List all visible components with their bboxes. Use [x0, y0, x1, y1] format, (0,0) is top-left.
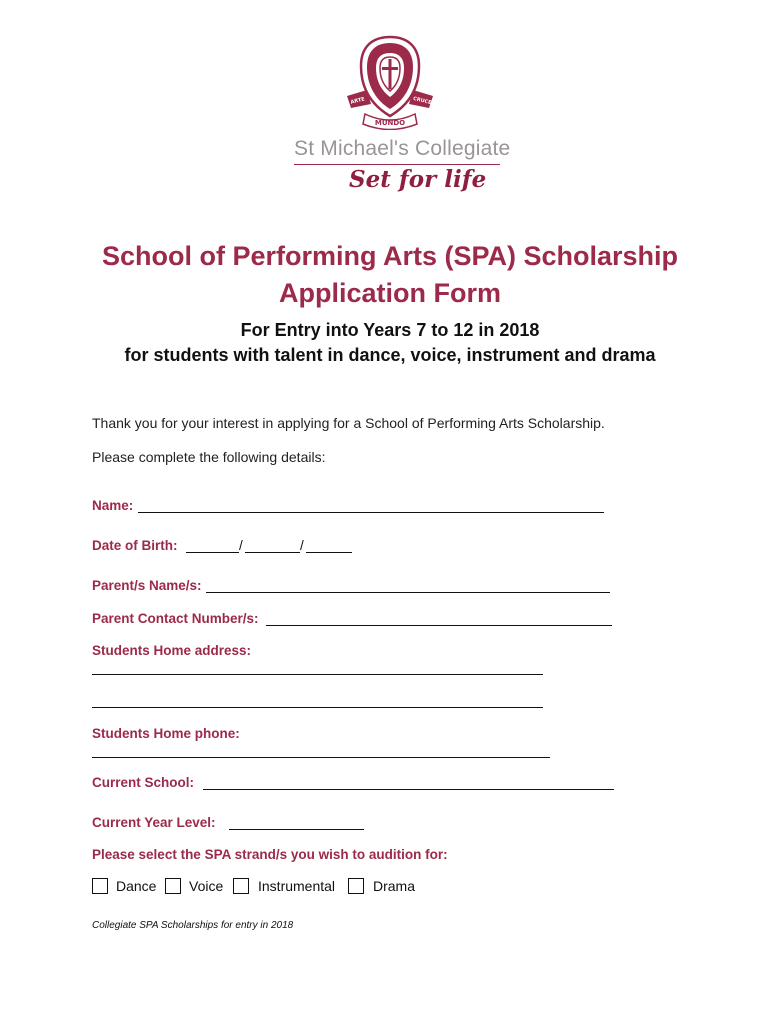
instrumental-checkbox[interactable] — [233, 878, 249, 894]
year-level-label: Current Year Level: — [92, 815, 216, 830]
form-title-line1: School of Performing Arts (SPA) Scholarship — [101, 241, 679, 271]
school-motto: Set for life — [349, 166, 487, 193]
parent-names-field[interactable] — [206, 592, 610, 593]
home-phone-field[interactable] — [92, 757, 550, 758]
dance-label: Dance — [116, 878, 157, 894]
form-title-line2: Application Form — [279, 278, 501, 308]
crest-ribbon-text: MUNDO — [374, 119, 406, 127]
crest-right-text: CRUCE — [412, 95, 433, 107]
dob-label: Date of Birth: — [92, 538, 178, 553]
parent-contact-field[interactable] — [266, 625, 612, 626]
form-subtitle-line1: For Entry into Years 7 to 12 in 2018 — [240, 320, 540, 340]
school-name: St Michael's Collegiate — [294, 137, 500, 165]
strand-prompt: Please select the SPA strand/s you wish to audition for: — [92, 847, 448, 862]
parent-contact-label: Parent Contact Number/s: — [92, 611, 259, 626]
crest-left-text: ARTE — [350, 96, 366, 106]
dob-separator: / — [300, 538, 304, 553]
voice-checkbox[interactable] — [165, 878, 181, 894]
dob-month-field[interactable] — [245, 552, 300, 553]
dance-checkbox[interactable] — [92, 878, 108, 894]
voice-label: Voice — [189, 878, 224, 894]
current-school-field[interactable] — [203, 789, 614, 790]
form-subtitle — [40, 318, 740, 368]
page-footer: Collegiate SPA Scholarships for entry in 2018 — [92, 920, 294, 931]
form-subtitle-line2: for students with talent in dance, voice, instrument and drama — [124, 345, 656, 365]
parent-names-label: Parent/s Name/s: — [92, 578, 202, 593]
drama-label: Drama — [373, 878, 416, 894]
dob-year-field[interactable] — [306, 552, 352, 553]
form-title — [40, 238, 740, 312]
home-address-line1-field[interactable] — [92, 674, 543, 675]
name-field[interactable] — [138, 512, 604, 513]
instrumental-label: Instrumental — [258, 878, 336, 894]
dob-separator: / — [239, 538, 243, 553]
year-level-field[interactable] — [229, 829, 364, 830]
home-address-label: Students Home address: — [92, 643, 252, 658]
drama-checkbox[interactable] — [348, 878, 364, 894]
intro-instruction: Please complete the following details: — [92, 449, 326, 465]
current-school-label: Current School: — [92, 775, 195, 790]
dob-day-field[interactable] — [186, 552, 239, 553]
home-address-line2-field[interactable] — [92, 707, 543, 708]
home-phone-label: Students Home phone: — [92, 726, 240, 741]
name-label: Name: — [92, 498, 134, 513]
intro-thanks: Thank you for your interest in applying for a School of Performing Arts Scholarship. — [92, 415, 605, 431]
school-crest-icon — [345, 34, 435, 130]
